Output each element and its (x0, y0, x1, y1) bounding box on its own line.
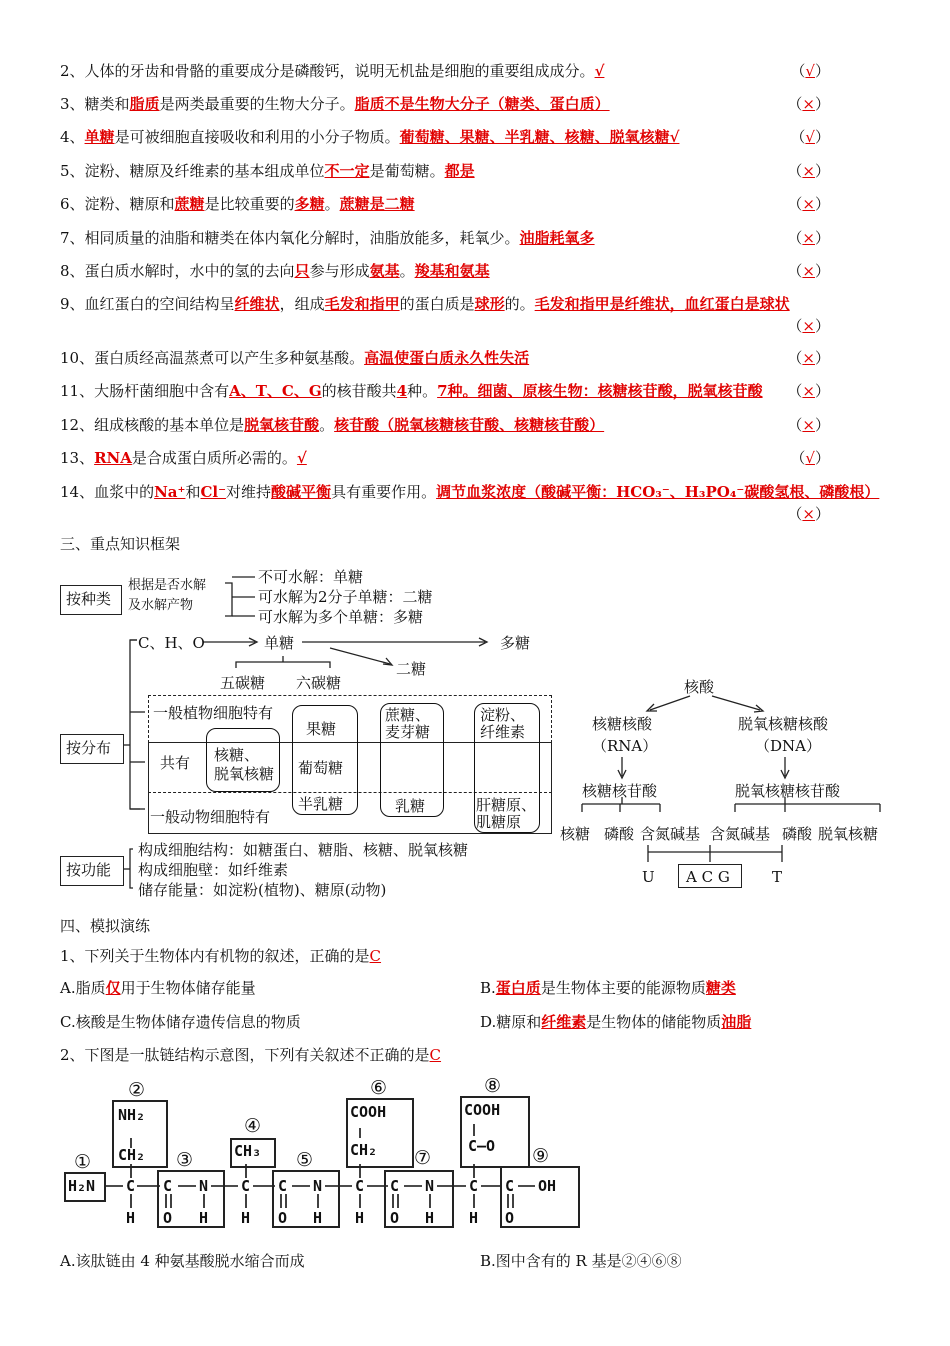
comp-base-1: 含氮碱基 (640, 825, 701, 843)
judgment-item: 9、血红蛋白的空间结构呈纤维状，组成毛发和指甲的蛋白质是球形的。毛发和指甲是纤维状，血红蛋白是球状 （×） (60, 295, 830, 335)
judgment-item: 13、RNA是合成蛋白质所必需的。√ （√） (60, 449, 830, 467)
q2-option-a[interactable]: A.该肽链由 4 种氨基酸脱水缩合而成 (60, 1252, 305, 1270)
lactose-label: 乳糖 (395, 797, 426, 815)
judgment-answer: 毛发和指甲是纤维状，血红蛋白是球状 (534, 295, 790, 313)
comp-deoxyribose: 脱氧核糖 (818, 825, 879, 843)
dna-abbr: （DNA） (755, 737, 821, 755)
by-type-note-1: 根据是否水解 (128, 578, 207, 593)
label-4: ④ (244, 1115, 262, 1137)
q2-stem: 2、下图是一肽链结构示意图，下列有关叙述不正确的是C (60, 1046, 442, 1064)
by-type-note-2: 及水解产物 (128, 598, 194, 613)
label-9: ⑨ (532, 1145, 550, 1167)
judgment-answer: 调节血浆浓度（酸碱平衡：HCO₃⁻、H₃PO₄⁻碳酸氢根、磷酸根） (436, 483, 880, 501)
pentose-label: 五碳糖 (220, 674, 266, 692)
base-acg: A C G (686, 868, 730, 886)
glucose-label: 葡萄糖 (298, 759, 344, 777)
judgment-mark: （×） (787, 195, 830, 213)
section-3-title: 三、重点知识框架 (60, 535, 181, 553)
judgment-item: 3、糖类和脂质是两类最重要的生物大分子。脂质不是生物大分子（糖类、蛋白质） （×） (60, 95, 830, 113)
q2-option-b[interactable]: B.图中含有的 R 基是②④⑥⑧ (480, 1252, 682, 1270)
dnt-label: 脱氧核糖核苷酸 (735, 782, 841, 800)
judgment-answer: 油脂耗氧多 (519, 229, 595, 247)
animal-label: 一般动物细胞特有 (150, 808, 271, 826)
type-disaccharide: 可水解为2分子单糖：二糖 (258, 588, 433, 606)
comp-phosphate-2: 磷酸 (782, 825, 813, 843)
by-func-label: 按功能 (66, 861, 112, 879)
judgment-item: 5、淀粉、糖原及纤维素的基本组成单位不一定是葡萄糖。都是 （×） (60, 162, 830, 180)
q1-stem: 1、下列关于生物体内有机物的叙述，正确的是C (60, 947, 382, 965)
judgment-answer: √ (296, 449, 307, 467)
label-5: ⑤ (296, 1149, 314, 1171)
func-storage: 储存能量：如淀粉(植物)、糖原(动物) (138, 881, 387, 899)
nucleic-acid-label: 核酸 (684, 678, 715, 696)
label-3: ③ (176, 1149, 194, 1171)
judgment-mark: （×） (787, 349, 830, 367)
mono-label: 单糖 (264, 634, 295, 652)
judgment-mark: （×） (787, 505, 830, 523)
galactose-label: 半乳糖 (298, 795, 344, 813)
judgment-item: 14、血浆中的Na⁺和Cl⁻对维持酸碱平衡具有重要作用。调节血浆浓度（酸碱平衡：HCO₃⁻、H₃PO₄⁻碳酸氢根、磷酸根） （×） (60, 483, 880, 523)
judgment-item: 2、人体的牙齿和骨骼的重要成分是磷酸钙，说明无机盐是细胞的重要组成成分。√ （√） (60, 62, 830, 80)
judgment-item: 7、相同质量的油脂和糖类在体内氧化分解时，油脂放能多，耗氧少。油脂耗氧多 （×） (60, 229, 830, 247)
label-6: ⑥ (370, 1077, 388, 1099)
judgment-mark: （×） (787, 317, 830, 335)
section-4-title: 四、模拟演练 (60, 917, 151, 935)
judgment-answer: 葡萄糖、果糖、半乳糖、核糖、脱氧核糖√ (399, 128, 680, 146)
judgment-answer: √ (594, 62, 605, 80)
q1-option-c[interactable]: C.核酸是生物体储存遗传信息的物质 (60, 1013, 301, 1031)
judgment-mark: （√） (790, 128, 830, 146)
by-type-label: 按种类 (66, 590, 112, 608)
by-dist-label: 按分布 (66, 739, 112, 757)
dna-label: 脱氧核糖核酸 (738, 715, 829, 733)
judgment-mark: （×） (787, 162, 830, 180)
q1-option-a[interactable]: A.脂质仅用于生物体储存能量 (60, 979, 256, 997)
type-monosaccharide: 不可水解：单糖 (258, 568, 364, 586)
judgment-item: 6、淀粉、糖原和蔗糖是比较重要的多糖。蔗糖是二糖 （×） (60, 195, 830, 213)
comp-phosphate-1: 磷酸 (604, 825, 635, 843)
judgment-mark: （√） (790, 449, 830, 467)
judgment-answer: 都是 (444, 162, 475, 180)
base-t: T (772, 868, 783, 886)
q1-option-b[interactable]: B.蛋白质是生物体主要的能源物质糖类 (480, 979, 736, 997)
judgment-answer: 蔗糖是二糖 (339, 195, 415, 213)
judgment-answer: 羧基和氨基 (414, 262, 490, 280)
judgment-mark: （×） (787, 229, 830, 247)
comp-ribose: 核糖 (560, 825, 591, 843)
judgment-mark: （×） (787, 262, 830, 280)
sucrose-label: 蔗糖、 麦芽糖 (385, 706, 431, 741)
label-8: ⑧ (484, 1075, 502, 1097)
judgment-mark: （×） (787, 416, 830, 434)
judgment-item: 8、蛋白质水解时，水中的氢的去向只参与形成氨基。羧基和氨基 （×） (60, 262, 830, 280)
label-7: ⑦ (414, 1147, 432, 1169)
rnt-label: 核糖核苷酸 (582, 782, 658, 800)
plant-label: 一般植物细胞特有 (153, 704, 274, 722)
judgment-mark: （×） (787, 382, 830, 400)
fructose-label: 果糖 (306, 720, 337, 738)
di-label: 二糖 (396, 660, 427, 678)
rna-abbr: （RNA） (592, 737, 658, 755)
func-cellwall: 构成细胞壁：如纤维素 (138, 861, 289, 879)
poly-label: 多糖 (500, 634, 531, 652)
glycogen-label: 肝糖原、 肌糖原 (476, 796, 537, 831)
q1-option-d[interactable]: D.糖原和纤维素是生物体的储能物质油脂 (480, 1013, 752, 1031)
rna-label: 核糖核酸 (592, 715, 653, 733)
judgment-item: 11、大肠杆菌细胞中含有A、T、C、G的核苷酸共4种。7种。细菌、原核生物：核糖核苷酸，脱氧核苷酸 （×） (60, 382, 830, 400)
q2-answer: C (429, 1046, 442, 1064)
judgment-answer: 高温使蛋白质永久性失活 (364, 349, 530, 367)
common-label: 共有 (160, 754, 191, 772)
judgment-mark: （×） (787, 95, 830, 113)
label-2: ② (128, 1079, 146, 1101)
judgment-answer: 脂质不是生物大分子（糖类、蛋白质） (354, 95, 610, 113)
judgment-item: 10、蛋白质经高温蒸煮可以产生多种氨基酸。高温使蛋白质永久性失活 （×） (60, 349, 830, 367)
starch-label: 淀粉、 纤维素 (480, 706, 526, 741)
hexose-label: 六碳糖 (296, 674, 342, 692)
q1-answer: C (369, 947, 382, 965)
cho-label: C、H、O (138, 634, 205, 652)
judgment-mark: （√） (790, 62, 830, 80)
ribose-label: 核糖、 脱氧核糖 (214, 746, 275, 783)
func-structure: 构成细胞结构：如糖蛋白、糖脂、核糖、脱氧核糖 (138, 841, 469, 859)
base-u: U (642, 868, 655, 886)
judgment-item: 4、单糖是可被细胞直接吸收和利用的小分子物质。葡萄糖、果糖、半乳糖、核糖、脱氧核糖√ （√） (60, 128, 830, 146)
judgment-answer: 核苷酸（脱氧核糖核苷酸、核糖核苷酸） (334, 416, 605, 434)
type-polysaccharide: 可水解为多个单糖：多糖 (258, 608, 424, 626)
judgment-answer: 7种。细菌、原核生物：核糖核苷酸，脱氧核苷酸 (437, 382, 763, 400)
judgment-item: 12、组成核酸的基本单位是脱氧核苷酸。核苷酸（脱氧核糖核苷酸、核糖核苷酸） （×） (60, 416, 830, 434)
label-1: ① (74, 1151, 92, 1173)
comp-base-2: 含氮碱基 (710, 825, 771, 843)
